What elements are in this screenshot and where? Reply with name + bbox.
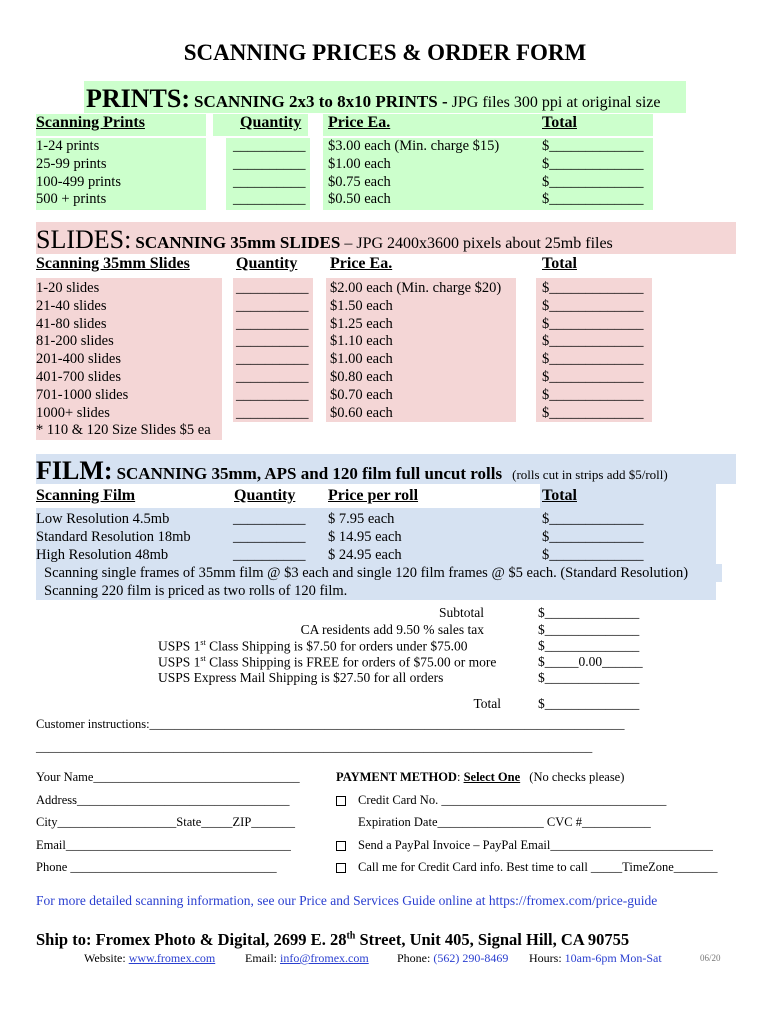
slides-row-qty[interactable]: __________ <box>236 333 309 350</box>
slides-note: * 110 & 120 Size Slides $5 ea <box>36 422 211 438</box>
ship-text-b: Street, Unit 405, Signal Hill, CA 90755 <box>355 930 630 949</box>
prints-row-price: $0.75 each <box>328 173 391 190</box>
slides-row-item: 41-80 slides <box>36 315 107 332</box>
film-colon: : <box>103 456 113 485</box>
prints-row-item: 25-99 prints <box>36 155 107 172</box>
prints-colon: : <box>181 84 191 113</box>
prints-row-price: $1.00 each <box>328 155 391 172</box>
film-row-item: Low Resolution 4.5mb <box>36 511 170 527</box>
ship1-text-a: USPS 1 <box>158 638 201 654</box>
call-me-checkbox[interactable] <box>336 863 346 873</box>
slides-row-total[interactable]: $_____________ <box>542 369 644 385</box>
email-link[interactable]: info@fromex.com <box>280 951 369 965</box>
slides-row-total[interactable]: $_____________ <box>542 386 644 403</box>
prints-row-qty[interactable]: __________ <box>233 191 306 208</box>
phone-field[interactable]: Phone _________________________________ <box>36 860 277 874</box>
prints-row-total[interactable]: $_____________ <box>542 191 644 208</box>
ship-to-address <box>36 930 629 950</box>
footer-email <box>245 951 369 966</box>
slides-row-qty[interactable]: __________ <box>236 315 309 332</box>
subtotal-field[interactable]: $______________ <box>538 605 640 620</box>
slides-row-total[interactable]: $_____________ <box>542 404 644 421</box>
paypal-option[interactable] <box>336 838 713 853</box>
slides-row-item: 21-40 slides <box>36 297 107 314</box>
film-label: FILM <box>36 456 104 485</box>
page-title: SCANNING PRICES & ORDER FORM <box>183 40 587 65</box>
prints-row-price: $3.00 each (Min. charge $15) <box>328 138 500 154</box>
prints-subtitle: JPG files 300 ppi at original size <box>451 94 661 111</box>
total-field[interactable]: $______________ <box>538 696 640 711</box>
select-one-label: Select One <box>463 770 521 784</box>
slides-row-price: $1.10 each <box>330 333 393 350</box>
phone-number: (562) 290-8469 <box>433 951 509 965</box>
ship-text-a: Ship to: Fromex Photo & Digital, 2699 E. 28 <box>36 930 347 949</box>
phone-label: Phone: <box>397 951 434 965</box>
film-note-1: Scanning single frames of 35mm film @ $3 each and single 120 film frames @ $5 each. (Standard Resolution) <box>44 565 689 581</box>
email-label: Email: <box>245 951 280 965</box>
prints-row-price: $0.50 each <box>328 191 391 208</box>
film-note-2: Scanning 220 film is priced as two rolls of 120 film. <box>44 583 348 599</box>
film-section-heading <box>36 456 668 486</box>
hours-label: Hours: <box>529 951 565 965</box>
tax-label: CA residents add 9.50 % sales tax <box>300 622 484 637</box>
slides-row-price: $1.50 each <box>330 297 393 314</box>
slides-row-price: $0.70 each <box>330 386 393 403</box>
call-me-option[interactable] <box>336 860 718 875</box>
total-label: Total <box>473 696 501 711</box>
ship2-text-a: USPS 1 <box>158 654 201 670</box>
call-me-field[interactable]: Call me for Credit Card info. Best time to call _____TimeZone_______ <box>358 860 718 874</box>
shipping-field[interactable]: $______________ <box>538 638 640 653</box>
slides-section-heading <box>36 225 613 255</box>
slides-row-qty[interactable]: __________ <box>236 404 309 421</box>
ship1-text-b: Class Shipping is $7.50 for orders under $75.00 <box>205 638 468 654</box>
prints-row-qty[interactable]: __________ <box>233 155 306 172</box>
credit-card-option[interactable] <box>336 793 666 808</box>
slides-col-qty: Quantity <box>236 255 298 272</box>
website-link[interactable]: www.fromex.com <box>128 951 216 965</box>
slides-row-qty[interactable]: __________ <box>236 386 309 403</box>
slides-row-item: 201-400 slides <box>36 351 121 368</box>
prints-row-qty[interactable]: __________ <box>233 173 306 190</box>
slides-colon: : <box>124 225 132 254</box>
credit-card-field[interactable]: Credit Card No. ____________________________________ <box>358 793 667 807</box>
ship2-sup: st <box>200 654 206 663</box>
tax-field[interactable]: $______________ <box>538 622 640 637</box>
slides-subtitle: – JPG 2400x3600 pixels about 25mb files <box>344 235 613 252</box>
shipping-under-75 <box>158 638 467 655</box>
slides-row-price: $1.00 each <box>330 351 393 368</box>
address-field[interactable]: Address__________________________________ <box>36 793 290 807</box>
slides-row-qty[interactable]: __________ <box>236 280 309 296</box>
shipping-over-75 <box>158 654 496 671</box>
ship1-sup: st <box>200 638 206 647</box>
film-row-item: High Resolution 48mb <box>36 546 169 563</box>
email-field[interactable]: Email____________________________________ <box>36 838 291 852</box>
payment-colon: : <box>456 770 464 784</box>
prints-row-item: 1-24 prints <box>36 138 100 154</box>
express-shipping: USPS Express Mail Shipping is $27.50 for all orders <box>158 670 444 685</box>
prints-row-item: 100-499 prints <box>36 173 121 190</box>
subtotal-label: Subtotal <box>438 605 484 620</box>
slides-row-total[interactable]: $_____________ <box>542 315 644 332</box>
prints-row-total[interactable]: $_____________ <box>542 138 644 154</box>
slides-row-qty[interactable]: __________ <box>236 369 309 385</box>
film-row-qty[interactable]: __________ <box>233 546 306 563</box>
payment-method-label: PAYMENT METHOD <box>336 770 457 784</box>
slides-row-item: 81-200 slides <box>36 333 114 350</box>
slides-row-price: $1.25 each <box>330 315 393 332</box>
slides-col-price: Price Ea. <box>330 255 393 272</box>
slides-label: SLIDES <box>36 225 125 254</box>
more-info-text: For more detailed scanning information, see our Price and Services Guide online at https://fromex.com/price-guide <box>36 893 658 908</box>
prints-col-qty: Quantity <box>240 114 302 131</box>
film-row-total[interactable]: $_____________ <box>542 528 644 545</box>
slides-row-item: 401-700 slides <box>36 369 121 385</box>
ship2-text-b: Class Shipping is FREE for orders of $75.00 or more <box>205 654 497 670</box>
slides-row-price: $0.80 each <box>330 369 393 385</box>
name-field[interactable]: Your Name_________________________________ <box>36 770 300 784</box>
footer-website <box>84 951 215 966</box>
slides-subtitle-bold: SCANNING 35mm SLIDES <box>135 233 341 252</box>
film-row-qty[interactable]: __________ <box>233 528 306 545</box>
prints-row-total[interactable]: $_____________ <box>542 173 644 190</box>
slides-row-total[interactable]: $_____________ <box>542 297 644 314</box>
film-col-item: Scanning Film <box>36 487 136 504</box>
prints-subtitle-bold: SCANNING 2x3 to 8x10 PRINTS - <box>194 92 448 111</box>
film-row-price: $ 14.95 each <box>328 528 402 545</box>
slides-col-total: Total <box>542 255 577 272</box>
revision-date: 06/20 <box>700 953 721 963</box>
instructions-line-2[interactable]: _________________________________________________________________________________________ <box>36 740 593 754</box>
prints-section-heading <box>86 84 661 114</box>
film-row-total[interactable]: $_____________ <box>542 511 644 527</box>
slides-row-item: 1-20 slides <box>36 280 100 296</box>
footer-phone <box>397 951 508 966</box>
customer-instructions[interactable] <box>36 717 625 732</box>
hours-value: 10am-6pm Mon-Sat <box>564 951 662 965</box>
film-col-total: Total <box>542 487 577 504</box>
slides-col-item: Scanning 35mm Slides <box>36 255 190 272</box>
prints-row-item: 500 + prints <box>36 191 107 208</box>
prints-row-total[interactable]: $_____________ <box>542 155 644 172</box>
slides-row-item: 701-1000 slides <box>36 386 129 403</box>
website-label: Website: <box>84 951 129 965</box>
no-checks-note: (No checks please) <box>529 770 625 784</box>
prints-label: PRINTS <box>86 84 182 113</box>
instructions-label: Customer instructions: <box>36 717 150 731</box>
prints-col-item: Scanning Prints <box>36 114 145 131</box>
ship-sup: th <box>346 930 356 942</box>
prints-row-qty[interactable]: __________ <box>233 138 306 154</box>
slides-row-total[interactable]: $_____________ <box>542 351 644 368</box>
prints-col-total: Total <box>542 114 577 131</box>
footer-hours <box>529 951 662 966</box>
credit-card-checkbox[interactable] <box>336 796 346 806</box>
payment-method-heading <box>336 770 624 785</box>
paypal-checkbox[interactable] <box>336 841 346 851</box>
slides-row-item: 1000+ slides <box>36 404 110 421</box>
film-row-qty[interactable]: __________ <box>233 511 306 527</box>
film-col-price: Price per roll <box>328 487 419 504</box>
film-row-item: Standard Resolution 18mb <box>36 528 191 545</box>
film-row-total[interactable]: $_____________ <box>542 546 644 563</box>
prints-col-price: Price Ea. <box>328 114 391 131</box>
slides-row-price: $0.60 each <box>330 404 393 421</box>
slides-row-total[interactable]: $_____________ <box>542 280 644 296</box>
expiration-cvc-field[interactable]: Expiration Date_________________ CVC #___________ <box>358 815 651 829</box>
express-field[interactable]: $______________ <box>538 670 640 685</box>
film-subtitle-note: (rolls cut in strips add $5/roll) <box>512 467 668 482</box>
slides-row-price: $2.00 each (Min. charge $20) <box>330 280 502 296</box>
free-shipping-value: $_____0.00______ <box>538 654 643 669</box>
film-row-price: $ 7.95 each <box>328 511 395 527</box>
slides-row-total[interactable]: $_____________ <box>542 333 644 350</box>
slides-row-qty[interactable]: __________ <box>236 351 309 368</box>
instructions-line-1[interactable]: ____________________________________________________________________________ <box>149 717 625 731</box>
paypal-email-field[interactable]: Send a PayPal Invoice – PayPal Email__________________________ <box>358 838 713 852</box>
film-col-qty: Quantity <box>234 487 296 504</box>
film-row-price: $ 24.95 each <box>328 546 402 563</box>
film-subtitle-bold: SCANNING 35mm, APS and 120 film full uncut rolls <box>116 464 503 483</box>
slides-row-qty[interactable]: __________ <box>236 297 309 314</box>
city-state-zip-field[interactable]: City___________________State_____ZIP_______ <box>36 815 296 829</box>
